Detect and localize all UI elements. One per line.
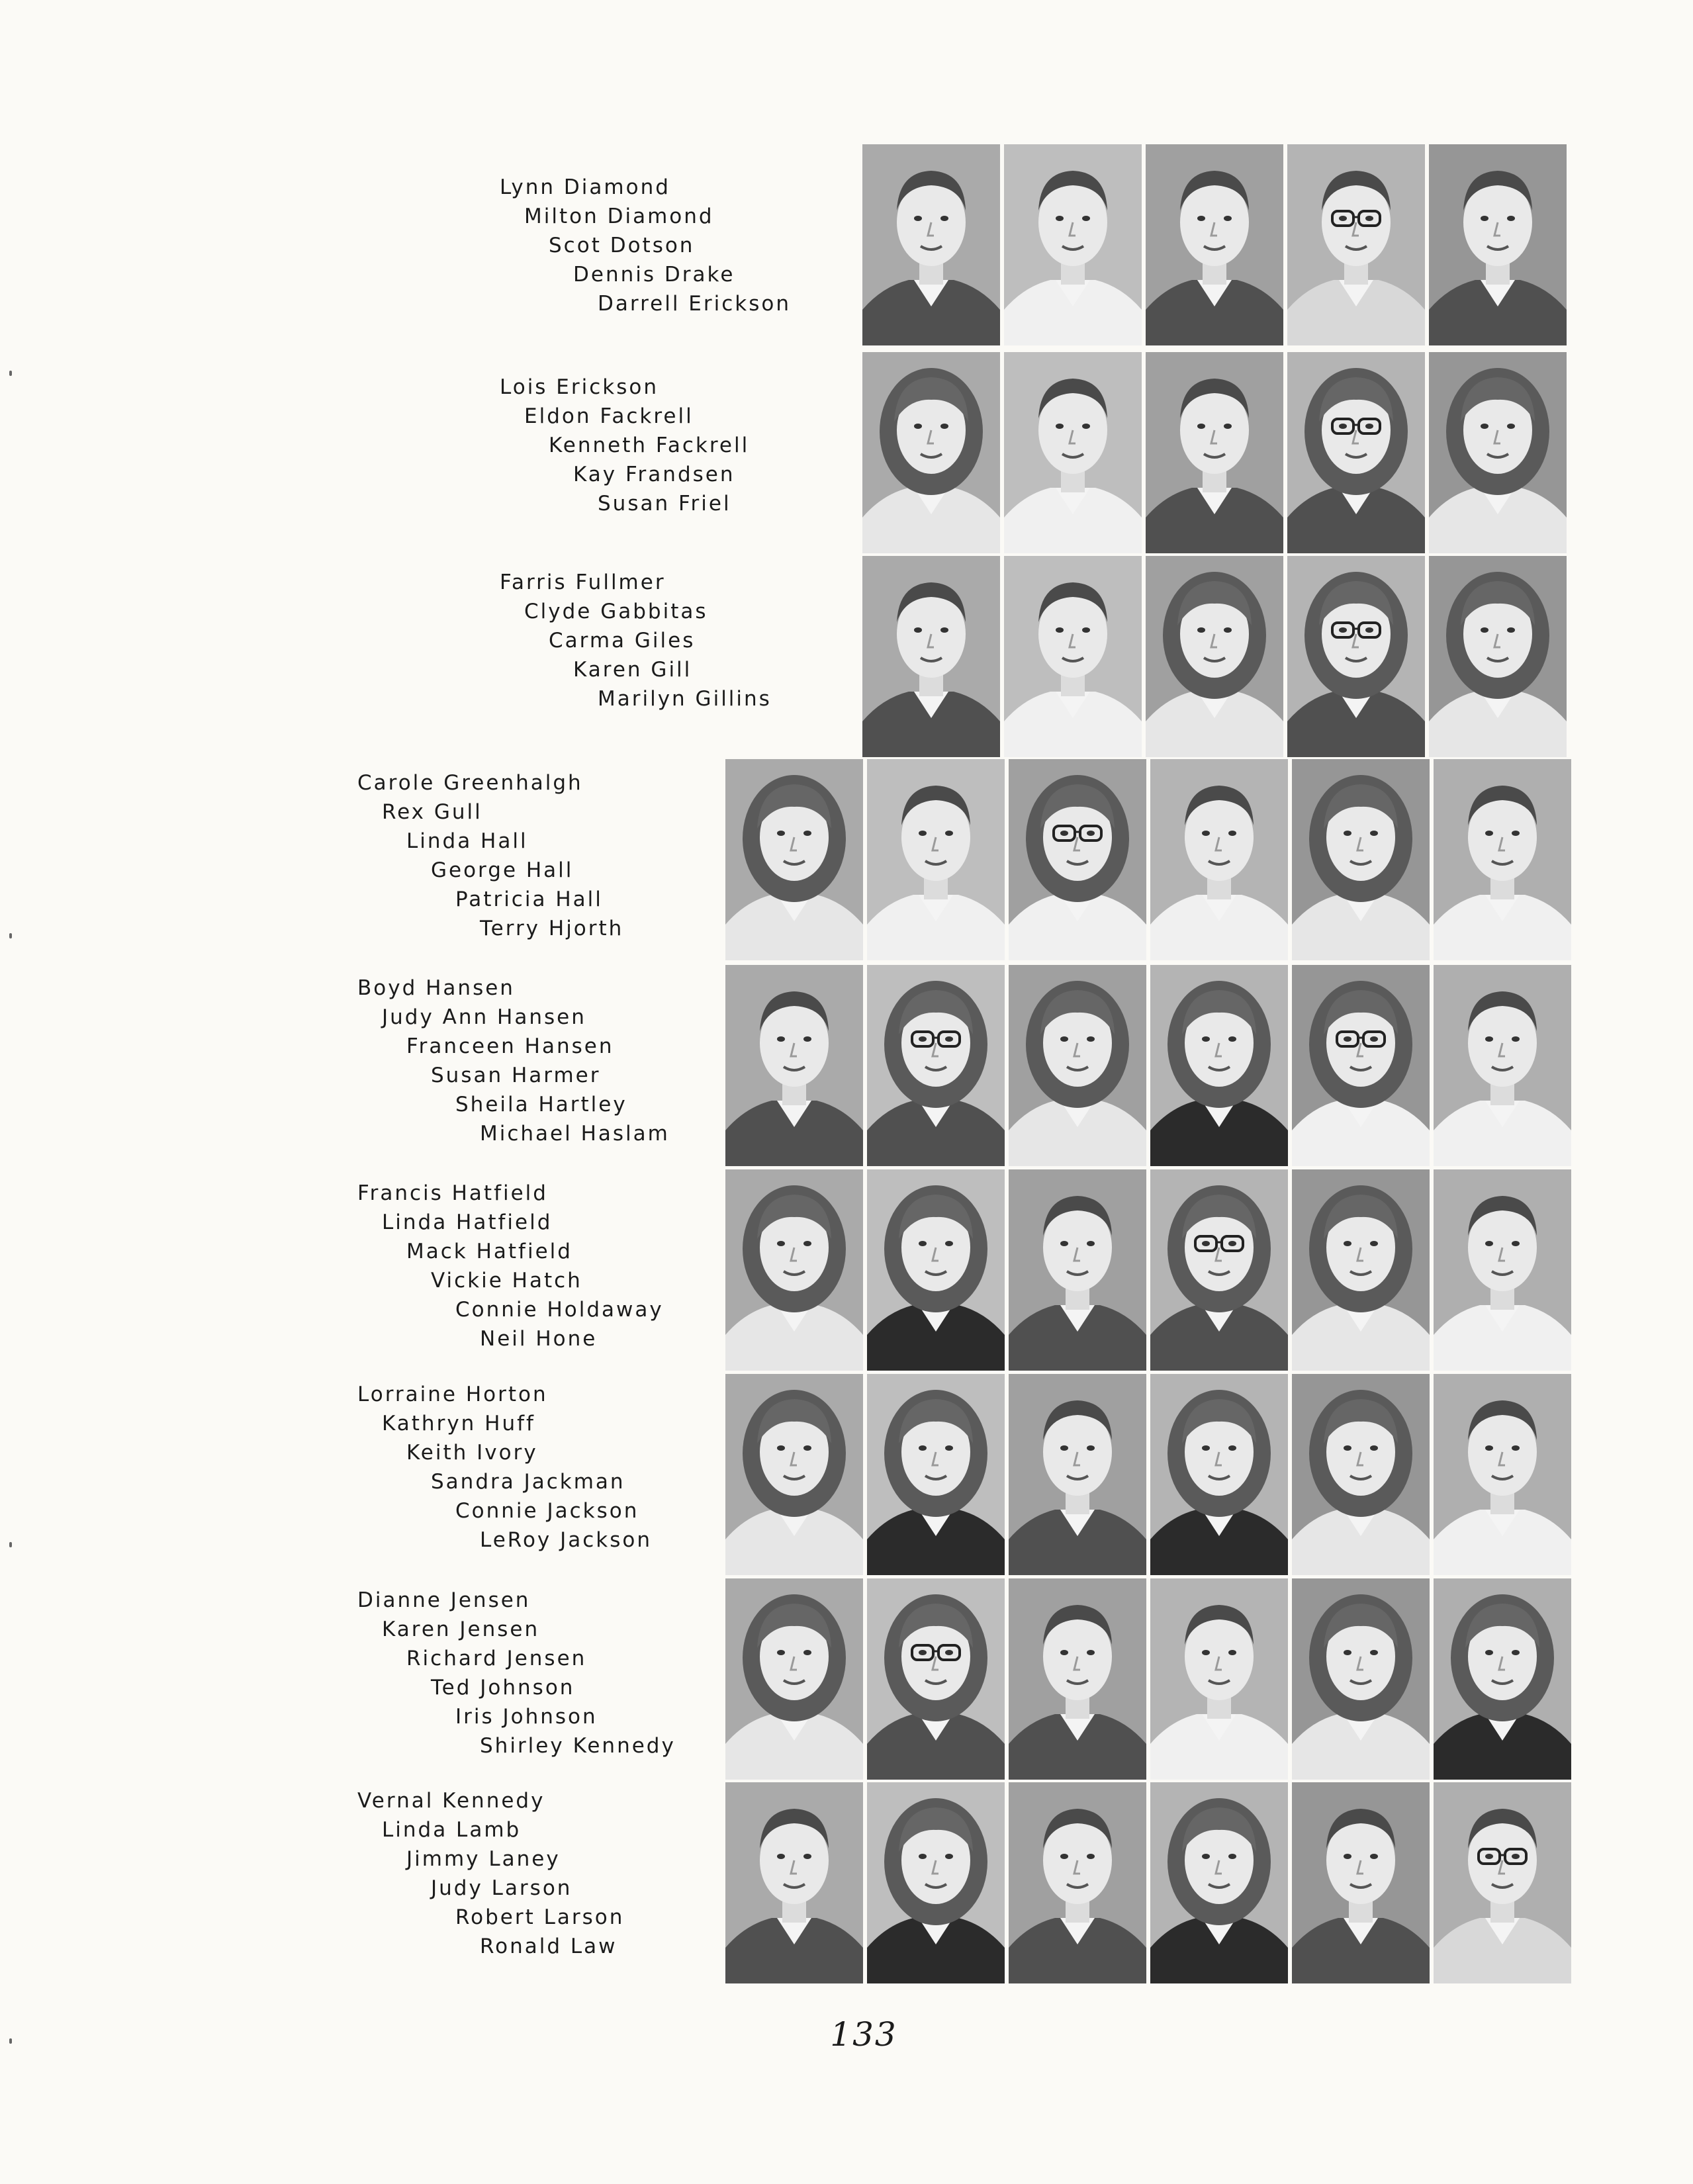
student-name: Carma Giles bbox=[549, 629, 696, 653]
student-name: Marilyn Gillins bbox=[598, 687, 772, 711]
student-portrait bbox=[725, 759, 863, 960]
student-name: Darrell Erickson bbox=[598, 292, 791, 316]
student-portrait bbox=[1429, 144, 1567, 345]
student-portrait bbox=[1292, 1169, 1430, 1371]
margin-mark bbox=[9, 371, 12, 376]
student-name: Kathryn Huff bbox=[382, 1412, 535, 1435]
student-name: Carole Greenhalgh bbox=[357, 771, 583, 795]
student-name: Sandra Jackman bbox=[431, 1470, 625, 1494]
student-portrait bbox=[1434, 759, 1571, 960]
student-portrait bbox=[1292, 1578, 1430, 1780]
student-name: Keith Ivory bbox=[406, 1441, 538, 1465]
student-name: Scot Dotson bbox=[549, 234, 695, 257]
student-portrait bbox=[862, 556, 1000, 757]
student-name: Iris Johnson bbox=[455, 1705, 598, 1729]
student-portrait bbox=[725, 1578, 863, 1780]
student-name: Franceen Hansen bbox=[406, 1034, 614, 1058]
student-name: LeRoy Jackson bbox=[480, 1528, 653, 1552]
student-portrait bbox=[1434, 1374, 1571, 1575]
student-portrait bbox=[1434, 1169, 1571, 1371]
student-portrait bbox=[1150, 965, 1288, 1166]
margin-mark bbox=[9, 1542, 12, 1547]
portrait-row bbox=[862, 556, 1567, 757]
student-name: Dennis Drake bbox=[573, 263, 735, 287]
margin-mark bbox=[9, 933, 12, 938]
student-name: Karen Gill bbox=[573, 658, 692, 682]
student-portrait bbox=[1434, 965, 1571, 1166]
page-number: 133 bbox=[830, 2015, 897, 2054]
portrait-row bbox=[725, 759, 1571, 960]
student-portrait bbox=[1150, 1578, 1288, 1780]
student-portrait bbox=[1009, 1782, 1146, 1983]
student-name: Linda Lamb bbox=[382, 1818, 522, 1842]
student-portrait bbox=[1292, 1374, 1430, 1575]
student-name: Kenneth Fackrell bbox=[549, 433, 750, 457]
portrait-row bbox=[725, 965, 1571, 1166]
student-portrait bbox=[1292, 1782, 1430, 1983]
student-portrait bbox=[1434, 1578, 1571, 1780]
student-portrait bbox=[867, 1169, 1005, 1371]
student-name: Lois Erickson bbox=[500, 375, 659, 399]
student-name: Patricia Hall bbox=[455, 887, 603, 911]
student-name: Terry Hjorth bbox=[480, 917, 624, 940]
student-name: Clyde Gabbitas bbox=[524, 600, 708, 623]
student-portrait bbox=[1150, 1374, 1288, 1575]
student-name: Francis Hatfield bbox=[357, 1181, 548, 1205]
student-portrait bbox=[862, 352, 1000, 553]
student-name: Vernal Kennedy bbox=[357, 1789, 545, 1813]
student-name: Linda Hatfield bbox=[382, 1210, 553, 1234]
student-portrait bbox=[1150, 1782, 1288, 1983]
student-name: George Hall bbox=[431, 858, 574, 882]
student-portrait bbox=[1009, 1578, 1146, 1780]
student-name: Rex Gull bbox=[382, 800, 482, 824]
student-portrait bbox=[1287, 556, 1425, 757]
student-portrait bbox=[1004, 144, 1142, 345]
student-portrait bbox=[1009, 759, 1146, 960]
student-name: Mack Hatfield bbox=[406, 1240, 572, 1263]
student-name: Ted Johnson bbox=[431, 1676, 575, 1700]
student-name: Neil Hone bbox=[480, 1327, 598, 1351]
student-portrait bbox=[1146, 144, 1283, 345]
student-portrait bbox=[1009, 1169, 1146, 1371]
student-portrait bbox=[1292, 759, 1430, 960]
student-name: Judy Larson bbox=[431, 1876, 572, 1900]
portrait-row bbox=[725, 1782, 1571, 1983]
student-name: Vickie Hatch bbox=[431, 1269, 582, 1293]
student-portrait bbox=[1150, 759, 1288, 960]
student-name: Eldon Fackrell bbox=[524, 404, 694, 428]
student-portrait bbox=[1009, 965, 1146, 1166]
portrait-row bbox=[725, 1374, 1571, 1575]
student-portrait bbox=[1146, 352, 1283, 553]
student-name: Susan Harmer bbox=[431, 1064, 601, 1087]
student-name: Linda Hall bbox=[406, 829, 528, 853]
student-portrait bbox=[867, 965, 1005, 1166]
student-name: Robert Larson bbox=[455, 1905, 625, 1929]
student-portrait bbox=[1292, 965, 1430, 1166]
portrait-row bbox=[862, 352, 1567, 553]
student-portrait bbox=[725, 1374, 863, 1575]
student-name: Michael Haslam bbox=[480, 1122, 670, 1146]
student-portrait bbox=[867, 1578, 1005, 1780]
student-portrait bbox=[1429, 556, 1567, 757]
student-portrait bbox=[1004, 352, 1142, 553]
student-name: Boyd Hansen bbox=[357, 976, 515, 1000]
student-name: Sheila Hartley bbox=[455, 1093, 627, 1116]
student-portrait bbox=[1287, 144, 1425, 345]
student-name: Richard Jensen bbox=[406, 1647, 587, 1670]
student-portrait bbox=[867, 759, 1005, 960]
student-name: Lorraine Horton bbox=[357, 1383, 548, 1406]
student-name: Connie Holdaway bbox=[455, 1298, 664, 1322]
student-portrait bbox=[1004, 556, 1142, 757]
student-name: Karen Jensen bbox=[382, 1617, 540, 1641]
student-name: Milton Diamond bbox=[524, 205, 714, 228]
student-portrait bbox=[1009, 1374, 1146, 1575]
student-portrait bbox=[1429, 352, 1567, 553]
student-portrait bbox=[1146, 556, 1283, 757]
portrait-row bbox=[725, 1169, 1571, 1371]
student-name: Kay Frandsen bbox=[573, 463, 735, 486]
student-name: Dianne Jensen bbox=[357, 1588, 531, 1612]
student-name: Judy Ann Hansen bbox=[382, 1005, 586, 1029]
student-portrait bbox=[725, 1169, 863, 1371]
margin-mark bbox=[9, 2038, 12, 2044]
student-portrait bbox=[862, 144, 1000, 345]
student-portrait bbox=[1287, 352, 1425, 553]
student-name: Farris Fullmer bbox=[500, 570, 666, 594]
student-name: Shirley Kennedy bbox=[480, 1734, 676, 1758]
student-portrait bbox=[1150, 1169, 1288, 1371]
student-name: Lynn Diamond bbox=[500, 175, 670, 199]
portrait-row bbox=[725, 1578, 1571, 1780]
portrait-row bbox=[862, 144, 1567, 345]
student-name: Ronald Law bbox=[480, 1934, 618, 1958]
student-name: Jimmy Laney bbox=[406, 1847, 561, 1871]
student-name: Susan Friel bbox=[598, 492, 731, 516]
student-portrait bbox=[867, 1782, 1005, 1983]
student-portrait bbox=[725, 965, 863, 1166]
student-portrait bbox=[867, 1374, 1005, 1575]
student-portrait bbox=[725, 1782, 863, 1983]
student-name: Connie Jackson bbox=[455, 1499, 639, 1523]
student-portrait bbox=[1434, 1782, 1571, 1983]
